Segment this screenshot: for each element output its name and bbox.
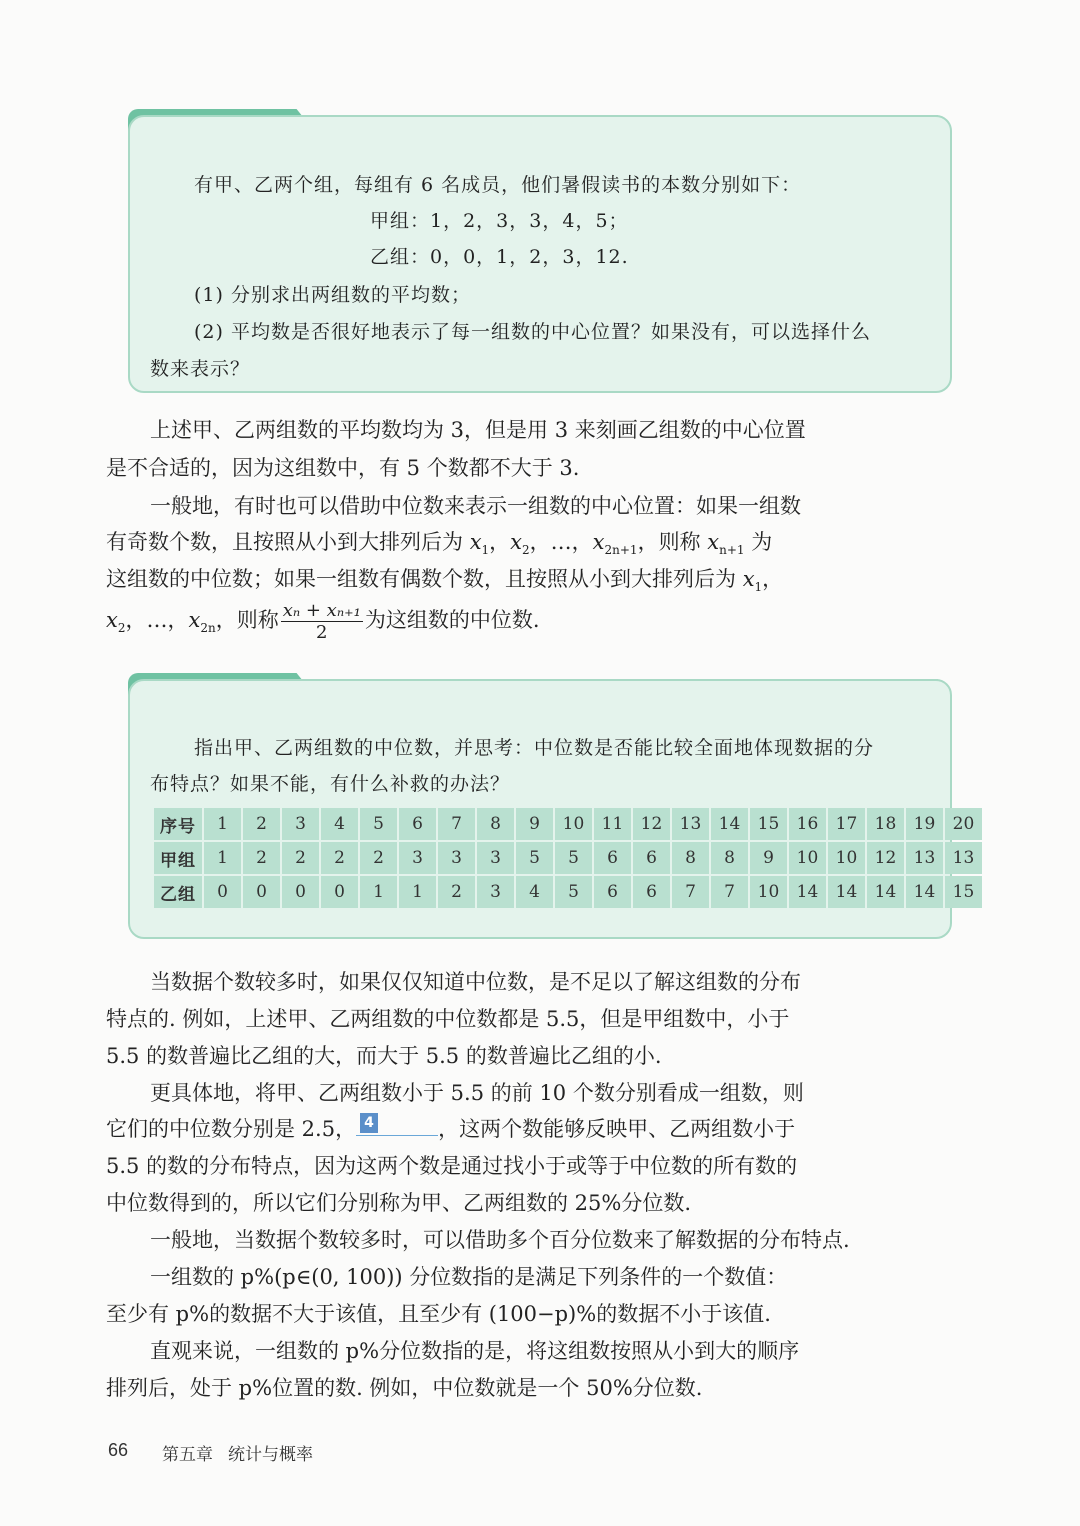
- fraction-denominator: 2: [316, 622, 328, 643]
- row-header: 乙组: [154, 876, 202, 908]
- table-cell: 5: [555, 876, 592, 908]
- table-cell: 0: [321, 876, 358, 908]
- table-cell: 14: [867, 876, 904, 908]
- chapter-label: 第五章: [162, 1445, 213, 1464]
- table-row: [154, 876, 982, 908]
- question-1: (1) 分别求出两组数的平均数；: [194, 284, 471, 306]
- table-cell: 20: [945, 808, 982, 840]
- table-cell: 10: [828, 842, 865, 874]
- question-2-cont: 数来表示？: [150, 358, 251, 380]
- table-cell: 2: [243, 808, 280, 840]
- para3-line2: 特点的. 例如，上述甲、乙两组数的中位数都是 5.5，但是甲组数中，小于: [106, 1007, 790, 1031]
- answer-blank[interactable]: [356, 1113, 438, 1136]
- page-number: 66: [108, 1440, 129, 1460]
- table-cell: 14: [711, 808, 748, 840]
- table-cell: 5: [516, 842, 553, 874]
- table-cell: 0: [243, 876, 280, 908]
- para3-line1: 当数据个数较多时，如果仅仅知道中位数，是不足以了解这组数的分布: [150, 970, 801, 994]
- group-b-data: 乙组：0，0，1，2，3，12.: [370, 246, 629, 268]
- table-cell: 3: [282, 808, 319, 840]
- table-cell: 16: [789, 808, 826, 840]
- para2-text: 有奇数个数，且按照从小到大排列后为: [106, 530, 463, 554]
- table-cell: 15: [750, 808, 787, 840]
- para4-line4: 中位数得到的，所以它们分别称为甲、乙两组数的 25%分位数.: [106, 1191, 692, 1215]
- box1-intro: 有甲、乙两个组，每组有 6 名成员，他们暑假读书的本数分别如下：: [194, 174, 802, 196]
- table-cell: 0: [204, 876, 241, 908]
- para1-line2: 是不合适的，因为这组数中，有 5 个数都不大于 3.: [106, 456, 580, 480]
- table-cell: 13: [945, 842, 982, 874]
- table-row: [154, 808, 982, 840]
- table-cell: 0: [282, 876, 319, 908]
- table-cell: 5: [360, 808, 397, 840]
- table-cell: 17: [828, 808, 865, 840]
- table-cell: 4: [321, 808, 358, 840]
- table-cell: 13: [906, 842, 943, 874]
- table-cell: 8: [672, 842, 709, 874]
- table-row: [154, 842, 982, 874]
- fraction-numerator: xₙ + xₙ₊₁: [282, 600, 361, 621]
- table-cell: 11: [594, 808, 631, 840]
- para4-text: 它们的中位数分别是 2.5，: [106, 1117, 357, 1141]
- median-fraction: [281, 600, 363, 643]
- table-cell: 19: [906, 808, 943, 840]
- para4-line2: [106, 1113, 795, 1143]
- para7-line2: 排列后，处于 p%位置的数. 例如，中位数就是一个 50%分位数.: [106, 1376, 703, 1400]
- table-cell: 1: [360, 876, 397, 908]
- para4-line3: 5.5 的数的分布特点，因为这两个数是通过找小于或等于中位数的所有数的: [106, 1154, 798, 1178]
- table-cell: 2: [321, 842, 358, 874]
- table-cell: 9: [750, 842, 787, 874]
- table-cell: 13: [672, 808, 709, 840]
- para6-line2: 至少有 p%的数据不大于该值，且至少有 (100−p)%的数据不小于该值.: [106, 1302, 771, 1326]
- table-cell: 14: [906, 876, 943, 908]
- table-cell: 12: [633, 808, 670, 840]
- table-cell: 6: [594, 876, 631, 908]
- table-cell: 4: [516, 876, 553, 908]
- table-cell: 3: [477, 876, 514, 908]
- table-cell: 6: [633, 842, 670, 874]
- para2-line4: $x_2$，…，$x_{2n}$，则称 $\frac{\text{xₙ + xₙ₊₁}}{2}$ 为这组数的中位数.: [106, 600, 540, 643]
- table-cell: 7: [438, 808, 475, 840]
- table-cell: 7: [672, 876, 709, 908]
- para5: 一般地，当数据个数较多时，可以借助多个百分位数来了解数据的分布特点.: [150, 1228, 850, 1252]
- para1-line1: 上述甲、乙两组数的平均数均为 3，但是用 3 来刻画乙组数的中心位置: [150, 418, 806, 442]
- row-header: 甲组: [154, 842, 202, 874]
- table-cell: 1: [204, 842, 241, 874]
- table-cell: 15: [945, 876, 982, 908]
- table-cell: 2: [360, 842, 397, 874]
- table-cell: 10: [555, 808, 592, 840]
- para2-text: 为这组数的中位数.: [364, 608, 540, 632]
- table-cell: 10: [750, 876, 787, 908]
- table-cell: 3: [399, 842, 436, 874]
- table-cell: 8: [477, 808, 514, 840]
- row-header: 序号: [154, 808, 202, 840]
- para2-text: 这组数的中位数；如果一组数有偶数个数，且按照从小到大排列后为: [106, 567, 736, 591]
- para6-line1: 一组数的 p%(p∈(0, 100)) 分位数指的是满足下列条件的一个数值：: [150, 1265, 788, 1289]
- para2-line1: 一般地，有时也可以借助中位数来表示一组数的中心位置：如果一组数: [150, 494, 801, 518]
- table-cell: 10: [789, 842, 826, 874]
- para2-text: 为: [751, 530, 773, 554]
- para7-line1: 直观来说，一组数的 p%分位数指的是，将这组数按照从小到大的顺序: [150, 1339, 800, 1363]
- table-cell: 1: [399, 876, 436, 908]
- question-2: (2) 平均数是否很好地表示了每一组数的中心位置？如果没有，可以选择什么: [194, 321, 871, 343]
- table-cell: 14: [789, 876, 826, 908]
- table-cell: 2: [282, 842, 319, 874]
- box2-line1: 指出甲、乙两组数的中位数，并思考：中位数是否能比较全面地体现数据的分: [194, 737, 875, 759]
- para2-text: 则称: [236, 608, 279, 632]
- table-cell: 7: [711, 876, 748, 908]
- answer-badge: 4: [360, 1113, 378, 1133]
- table-cell: 14: [828, 876, 865, 908]
- para3-line3: 5.5 的数普遍比乙组的大，而大于 5.5 的数普遍比乙组的小.: [106, 1044, 662, 1068]
- table-cell: 3: [477, 842, 514, 874]
- table-cell: 12: [867, 842, 904, 874]
- table-cell: 1: [204, 808, 241, 840]
- table-cell: 9: [516, 808, 553, 840]
- table-cell: 8: [711, 842, 748, 874]
- table-cell: 2: [438, 876, 475, 908]
- para2-text: 则称: [658, 530, 701, 554]
- table-cell: 6: [594, 842, 631, 874]
- chapter-title: 统计与概率: [228, 1445, 313, 1464]
- para2-line3: 这组数的中位数；如果一组数有偶数个数，且按照从小到大排列后为 $x_1$，: [106, 567, 784, 595]
- para2-line2: 有奇数个数，且按照从小到大排列后为 $x_1$，$x_2$，…，$x_{2n+1}$，则称 $x_{n+1}$ 为: [106, 530, 773, 558]
- table-cell: 5: [555, 842, 592, 874]
- data-table: [152, 806, 984, 910]
- table-cell: 2: [243, 842, 280, 874]
- para4-line1: 更具体地，将甲、乙两组数小于 5.5 的前 10 个数分别看成一组数，则: [150, 1081, 804, 1105]
- group-a-data: 甲组：1，2，3，3，4，5；: [370, 210, 629, 232]
- table-cell: 3: [438, 842, 475, 874]
- box2-line2: 布特点？如果不能，有什么补救的办法？: [150, 773, 511, 795]
- table-cell: 6: [399, 808, 436, 840]
- para4-text: ，这两个数能够反映甲、乙两组数小于: [438, 1117, 796, 1141]
- table-cell: 6: [633, 876, 670, 908]
- table-cell: 18: [867, 808, 904, 840]
